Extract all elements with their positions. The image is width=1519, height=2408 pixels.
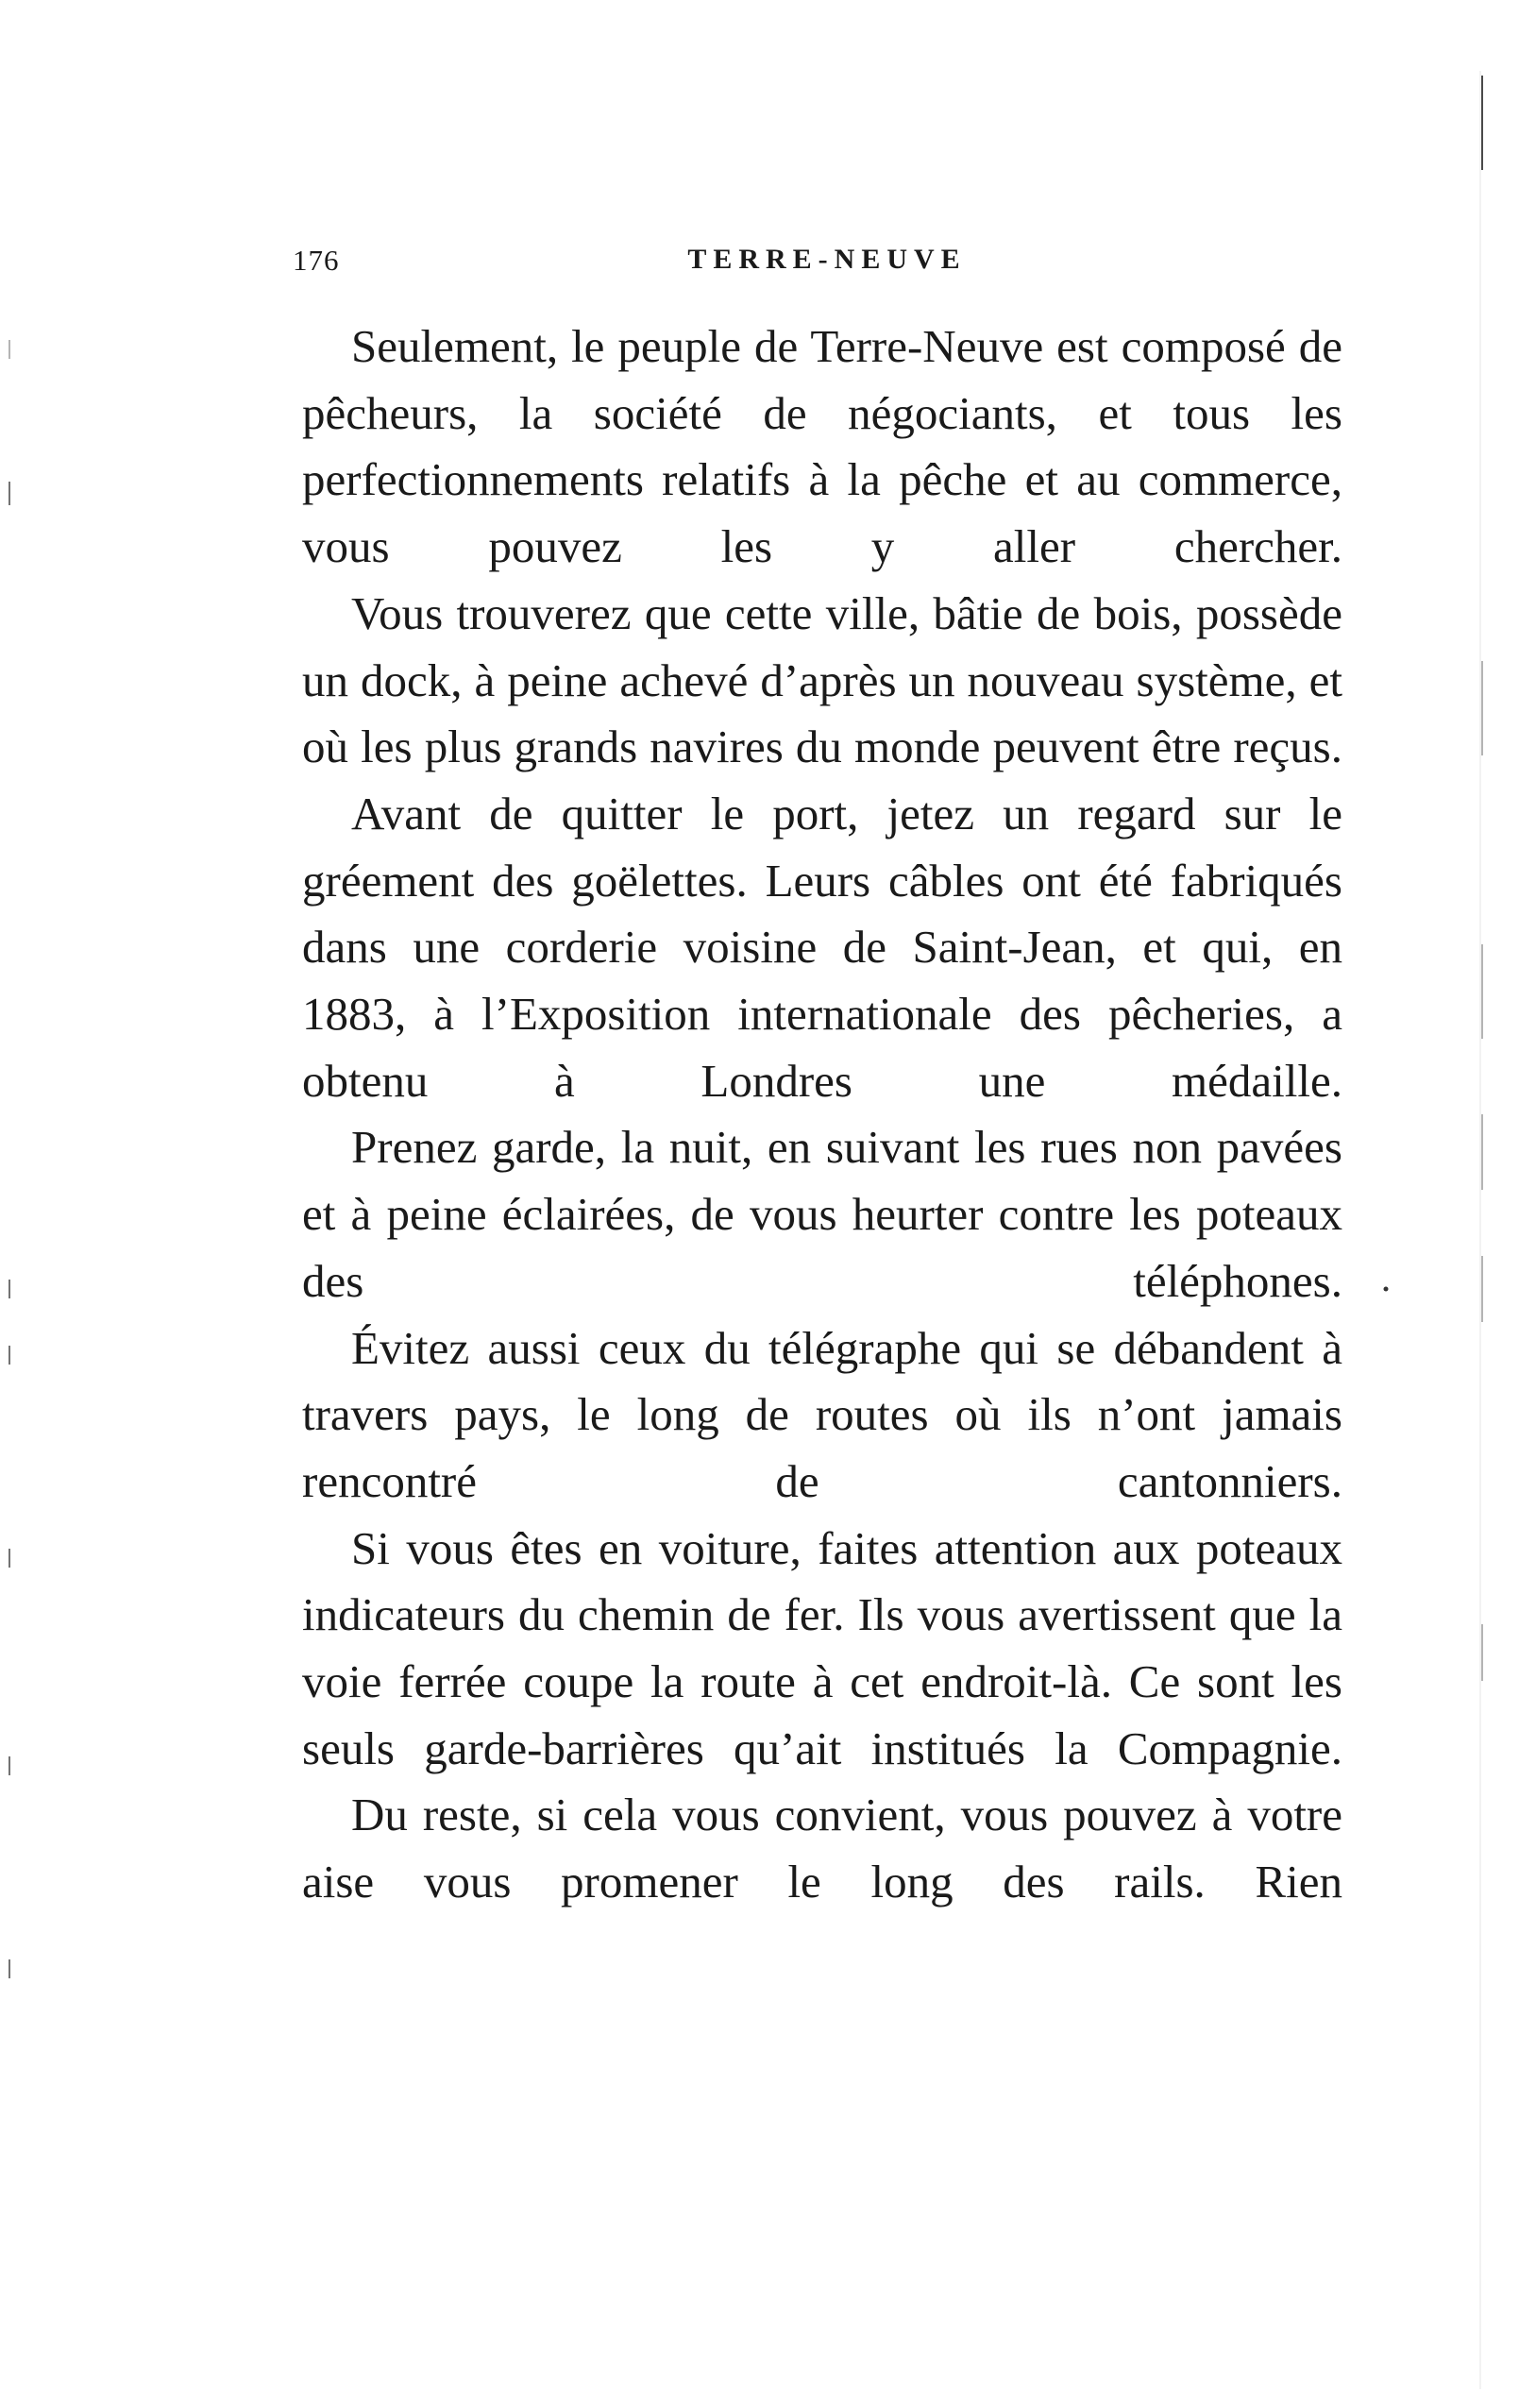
paragraph: Vous trouverez que cette ville, bâtie de bois, possède un dock, à peine achevé d’après un nouveau système, et où les plus grands navires du monde peuvent être reçus. (302, 586, 1342, 773)
paragraph: Évitez aussi ceux du télégraphe qui se débandent à travers pays, le long de routes où ils n’ont jamais rencontré de cantonniers. (302, 1321, 1342, 1507)
paragraph: Si vous êtes en voiture, faites attention aux poteaux indicateurs du chemin de fer. Ils vous avertissent que la voie ferrée coupe la route à cet endroit-là. Ce sont les seuls garde-barrières qu’ait institués la Compagnie. (302, 1521, 1342, 1774)
running-title: TERRE-NEUVE (687, 244, 967, 275)
paragraph: Avant de quitter le port, jetez un regard sur le gréement des goëlettes. Leurs câbles ont été fabriqués dans une corderie voisine de Saint-Jean, et qui, en 1883, à l’Exposition internationale des pêcheries, a obtenu à Londres une médaille. (302, 787, 1342, 1107)
page-header (293, 244, 1342, 281)
paragraph: Seulement, le peuple de Terre-Neuve est composé de pêcheurs, la société de négociants, et tous les perfectionnements relatifs à la pêche et au commerce, vous pouvez les y aller chercher. (302, 320, 1342, 573)
paragraph: Du reste, si cela vous convient, vous pouvez à votre aise vous promener le long des rails. Rien (302, 1789, 1342, 1908)
paragraph: Prenez garde, la nuit, en suivant les rues non pavées et à peine éclairées, de vous heurter contre les poteaux des téléphones. (302, 1121, 1342, 1307)
body-text (302, 314, 1342, 1916)
page-number: 176 (293, 244, 340, 277)
